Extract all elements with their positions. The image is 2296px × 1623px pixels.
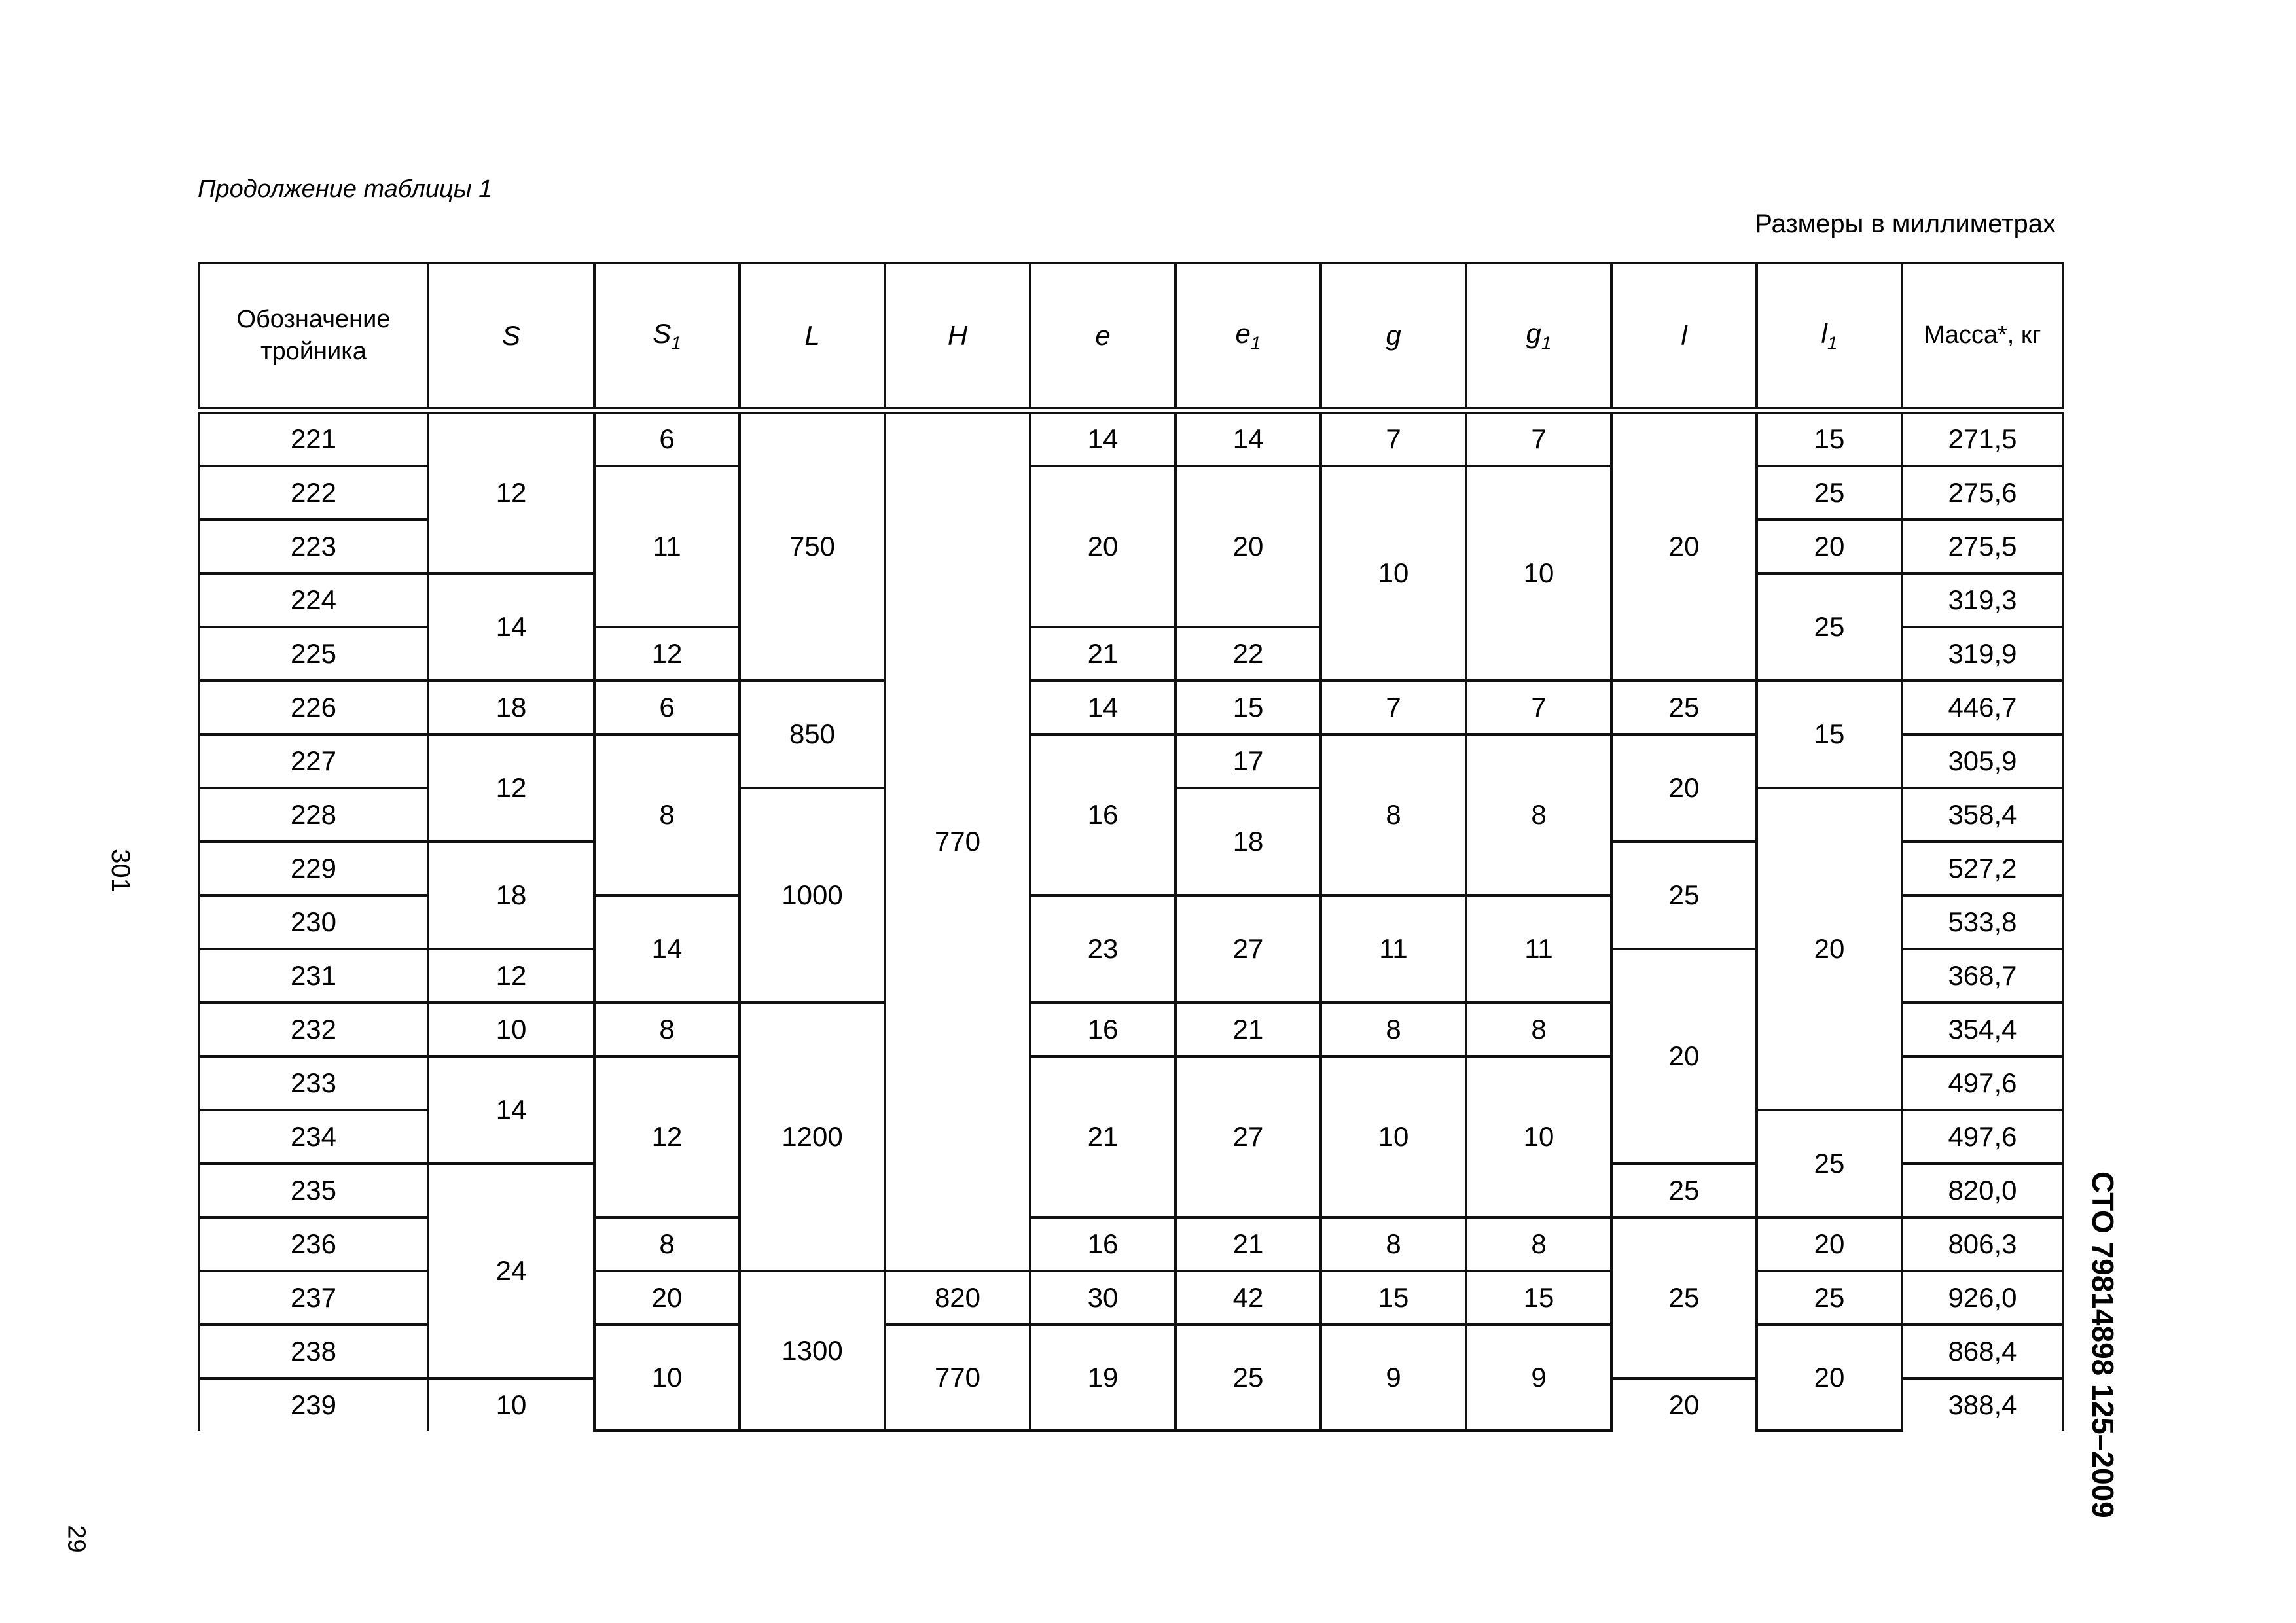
g-cell: 7 [1321, 681, 1466, 734]
mass-cell: 275,5 [1902, 520, 2063, 573]
s-cell: 12 [428, 410, 594, 573]
e1-cell: 21 [1175, 1217, 1321, 1271]
g1-cell: 8 [1466, 1003, 1611, 1056]
e-cell: 19 [1030, 1325, 1175, 1431]
designation-cell: 224 [199, 573, 428, 627]
header-g1-sub: 1 [1541, 332, 1552, 353]
designation-cell: 223 [199, 520, 428, 573]
header-g: g [1321, 263, 1466, 410]
e1-cell: 14 [1175, 410, 1321, 466]
h-cell: 820 [885, 1271, 1030, 1325]
s1-cell: 10 [594, 1325, 740, 1431]
header-g1-base: g [1526, 318, 1541, 349]
s-cell: 10 [428, 1003, 594, 1056]
l1-cell: 15 [1757, 681, 1902, 788]
l1-cell: 20 [1757, 520, 1902, 573]
designation-cell: 236 [199, 1217, 428, 1271]
l-small-cell: 20 [1611, 949, 1757, 1164]
e1-cell: 22 [1175, 627, 1321, 681]
s1-cell: 11 [594, 466, 740, 627]
e-cell: 16 [1030, 1003, 1175, 1056]
s1-cell: 14 [594, 895, 740, 1003]
mass-cell: 275,6 [1902, 466, 2063, 520]
g-cell: 11 [1321, 895, 1466, 1003]
e-cell: 14 [1030, 410, 1175, 466]
l1-cell: 15 [1757, 410, 1902, 466]
s-cell: 12 [428, 949, 594, 1003]
g-cell: 10 [1321, 466, 1466, 681]
mass-cell: 527,2 [1902, 842, 2063, 895]
g1-cell: 9 [1466, 1325, 1611, 1431]
e1-cell: 17 [1175, 734, 1321, 788]
designation-cell: 221 [199, 410, 428, 466]
g-cell: 8 [1321, 1003, 1466, 1056]
e-cell: 21 [1030, 627, 1175, 681]
header-l1-sub: 1 [1827, 332, 1838, 353]
header-H: H [885, 263, 1030, 410]
mass-cell: 926,0 [1902, 1271, 2063, 1325]
header-l1 [1757, 263, 1902, 410]
h-cell: 770 [885, 410, 1030, 1271]
s-cell: 10 [428, 1378, 594, 1431]
s-cell: 12 [428, 734, 594, 842]
designation-cell: 233 [199, 1056, 428, 1110]
mass-cell: 368,7 [1902, 949, 2063, 1003]
designation-cell: 232 [199, 1003, 428, 1056]
designation-cell: 225 [199, 627, 428, 681]
header-S1-base: S [653, 318, 672, 349]
mass-cell: 497,6 [1902, 1056, 2063, 1110]
g1-cell: 10 [1466, 1056, 1611, 1217]
header-e1 [1175, 263, 1321, 410]
g1-cell: 7 [1466, 681, 1611, 734]
l-small-cell: 20 [1611, 410, 1757, 681]
side-page-number: 301 [105, 849, 135, 893]
mass-cell: 388,4 [1902, 1378, 2063, 1431]
l-cell: 750 [740, 410, 885, 681]
mass-cell: 271,5 [1902, 410, 2063, 466]
g1-cell: 10 [1466, 466, 1611, 681]
table-caption: Продолжение таблицы 1 [198, 175, 493, 203]
e-cell: 16 [1030, 734, 1175, 895]
mass-cell: 533,8 [1902, 895, 2063, 949]
e1-cell: 15 [1175, 681, 1321, 734]
mass-cell: 497,6 [1902, 1110, 2063, 1164]
standard-designation: СТО 79814898 125–2009 [2086, 1171, 2120, 1518]
s1-cell: 20 [594, 1271, 740, 1325]
designation-cell: 237 [199, 1271, 428, 1325]
g1-cell: 8 [1466, 1217, 1611, 1271]
designation-cell: 222 [199, 466, 428, 520]
l1-cell: 25 [1757, 1271, 1902, 1325]
dimensions-table [198, 262, 2064, 1432]
l1-cell: 20 [1757, 788, 1902, 1110]
mass-cell: 446,7 [1902, 681, 2063, 734]
s-cell: 14 [428, 573, 594, 681]
s-cell: 14 [428, 1056, 594, 1164]
mass-cell: 820,0 [1902, 1164, 2063, 1217]
g1-cell: 7 [1466, 410, 1611, 466]
s1-cell: 8 [594, 1217, 740, 1271]
l-small-cell: 20 [1611, 1378, 1757, 1431]
l1-cell: 20 [1757, 1325, 1902, 1431]
designation-cell: 234 [199, 1110, 428, 1164]
header-designation: Обозначение тройника [199, 263, 428, 410]
e-cell: 30 [1030, 1271, 1175, 1325]
header-L: L [740, 263, 885, 410]
l-small-cell: 25 [1611, 842, 1757, 949]
header-e: e [1030, 263, 1175, 410]
e-cell: 14 [1030, 681, 1175, 734]
s-cell: 18 [428, 681, 594, 734]
header-l: l [1611, 263, 1757, 410]
e-cell: 23 [1030, 895, 1175, 1003]
l-cell: 1200 [740, 1003, 885, 1271]
mass-cell: 305,9 [1902, 734, 2063, 788]
s1-cell: 12 [594, 627, 740, 681]
g1-cell: 15 [1466, 1271, 1611, 1325]
s-cell: 24 [428, 1164, 594, 1378]
header-e1-base: e [1235, 318, 1251, 349]
table-row [199, 681, 2063, 734]
s1-cell: 6 [594, 681, 740, 734]
l-cell: 1300 [740, 1271, 885, 1431]
designation-cell: 238 [199, 1325, 428, 1378]
mass-cell: 354,4 [1902, 1003, 2063, 1056]
header-l1-base: l [1821, 318, 1827, 349]
g1-cell: 8 [1466, 734, 1611, 895]
l1-cell: 20 [1757, 1217, 1902, 1271]
e1-cell: 21 [1175, 1003, 1321, 1056]
header-row [199, 263, 2063, 410]
l-small-cell: 25 [1611, 681, 1757, 734]
s1-cell: 8 [594, 734, 740, 895]
e1-cell: 25 [1175, 1325, 1321, 1431]
e1-cell: 20 [1175, 466, 1321, 627]
l-small-cell: 25 [1611, 1217, 1757, 1378]
page-number: 29 [62, 1525, 90, 1553]
e-cell: 21 [1030, 1056, 1175, 1217]
designation-cell: 230 [199, 895, 428, 949]
mass-cell: 358,4 [1902, 788, 2063, 842]
g-cell: 10 [1321, 1056, 1466, 1217]
designation-cell: 235 [199, 1164, 428, 1217]
header-g1 [1466, 263, 1611, 410]
l-small-cell: 20 [1611, 734, 1757, 842]
designation-cell: 229 [199, 842, 428, 895]
e-cell: 20 [1030, 466, 1175, 627]
mass-cell: 319,9 [1902, 627, 2063, 681]
designation-cell: 228 [199, 788, 428, 842]
s1-cell: 12 [594, 1056, 740, 1217]
mass-cell: 319,3 [1902, 573, 2063, 627]
g-cell: 8 [1321, 734, 1466, 895]
mass-cell: 806,3 [1902, 1217, 2063, 1271]
designation-cell: 227 [199, 734, 428, 788]
h-cell: 770 [885, 1325, 1030, 1431]
header-S1-sub: 1 [671, 332, 681, 353]
s-cell: 18 [428, 842, 594, 949]
table-row [199, 410, 2063, 466]
s1-cell: 6 [594, 410, 740, 466]
l-cell: 1000 [740, 788, 885, 1003]
l1-cell: 25 [1757, 1110, 1902, 1217]
header-mass: Масса*, кг [1902, 263, 2063, 410]
g1-cell: 11 [1466, 895, 1611, 1003]
l-small-cell: 25 [1611, 1164, 1757, 1217]
designation-cell: 239 [199, 1378, 428, 1431]
s1-cell: 8 [594, 1003, 740, 1056]
g-cell: 9 [1321, 1325, 1466, 1431]
header-e1-sub: 1 [1250, 332, 1261, 353]
designation-cell: 226 [199, 681, 428, 734]
e-cell: 16 [1030, 1217, 1175, 1271]
mass-cell: 868,4 [1902, 1325, 2063, 1378]
e1-cell: 27 [1175, 895, 1321, 1003]
e1-cell: 27 [1175, 1056, 1321, 1217]
l1-cell: 25 [1757, 466, 1902, 520]
e1-cell: 18 [1175, 788, 1321, 895]
l1-cell: 25 [1757, 573, 1902, 681]
header-S1 [594, 263, 740, 410]
designation-cell: 231 [199, 949, 428, 1003]
units-note: Размеры в миллиметрах [1755, 209, 2056, 238]
g-cell: 7 [1321, 410, 1466, 466]
header-S: S [428, 263, 594, 410]
g-cell: 8 [1321, 1217, 1466, 1271]
e1-cell: 42 [1175, 1271, 1321, 1325]
g-cell: 15 [1321, 1271, 1466, 1325]
l-cell: 850 [740, 681, 885, 788]
